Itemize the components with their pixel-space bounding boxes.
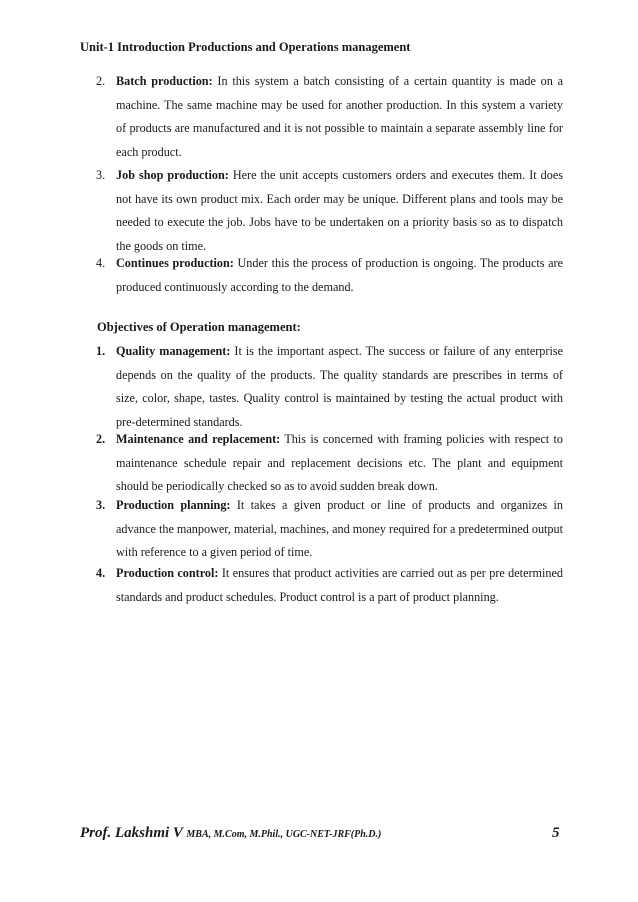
item-body [116,164,563,258]
item-body [116,340,563,434]
item-body [116,562,563,609]
list-item [97,164,563,258]
item-text: In this system a batch consisting of a certain quantity is made on a machine. The same machine may be used for another production. In this system a variety of products are manufactured and it is not possible to maintain a separate assembly line for each product. [116,74,563,159]
item-text: This is concerned with framing policies with respect to maintenance schedule repair and replacement decisions etc. The plant and equipment should be periodically checked so as to avoid sudden break down. [116,432,563,493]
page-footer [80,825,381,842]
item-number: 2. [96,74,106,88]
page-header: Unit-1 Introduction Productions and Operations management [80,40,411,54]
item-number: 1. [96,344,106,358]
item-body [116,252,563,299]
section-heading: Objectives of Operation management: [97,320,301,334]
list-item [97,70,563,164]
item-number: 2. [96,432,106,446]
list-item [97,340,563,434]
page-number: 5 [552,825,560,841]
item-term: Production planning: [116,498,231,512]
item-text: It is the important aspect. The success or failure of any enterprise depends on the quality of the products. The quality standards are prescribes in terms of size, color, shape, tastes. Quality control is maintained by testing the actual product with pre-determined standards. [116,344,563,429]
list-item [97,428,563,499]
item-body [116,428,563,499]
list-item [97,252,563,299]
list-item [97,494,563,565]
footer-credentials: MBA, M.Com, M.Phil., UGC-NET-JRF(Ph.D.) [186,829,382,840]
item-number: 3. [96,168,106,182]
item-text: Under this the process of production is ongoing. The products are produced continuously according to the demand. [116,256,563,294]
item-number: 3. [96,498,106,512]
item-term: Production control: [116,566,219,580]
list-item [97,562,563,609]
item-term: Quality management: [116,344,231,358]
item-body [116,494,563,565]
item-number: 4. [96,566,106,580]
item-number: 4. [96,256,106,270]
item-body [116,70,563,164]
item-text: It ensures that product activities are carried out as per pre determined standards and product schedules. Product control is a part of product planning. [116,566,563,604]
item-text: Here the unit accepts customers orders and executes them. It does not have its own product mix. Each order may be unique. Different plans and tools may be needed to execute the job. Jobs have to be undertaken on a priority basis so as to dispatch the goods on time. [116,168,563,253]
item-text: It takes a given product or line of products and organizes in advance the manpower, material, machines, and money required for a predetermined output with reference to a given period of time. [116,498,564,559]
item-term: Batch production: [116,74,213,88]
item-term: Continues production: [116,256,234,270]
item-term: Maintenance and replacement: [116,432,281,446]
item-term: Job shop production: [116,168,229,182]
footer-author: Prof. Lakshmi V [80,825,183,841]
